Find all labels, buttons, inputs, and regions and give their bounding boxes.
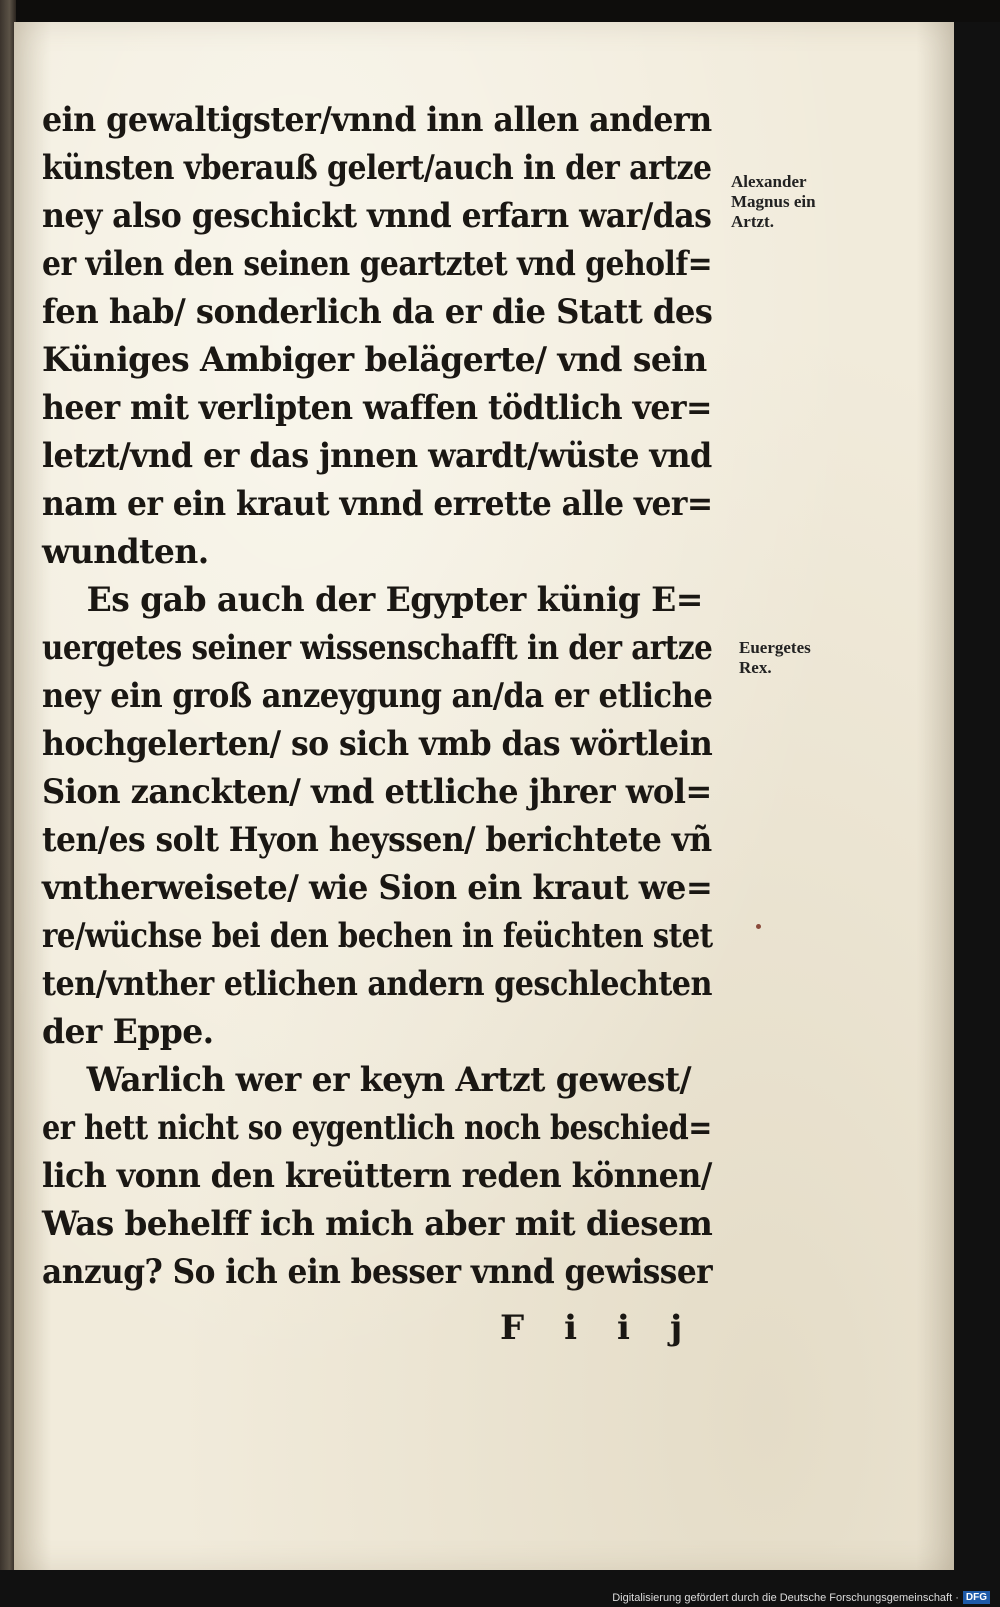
paper-speck <box>756 924 761 929</box>
signature-numeral: iij <box>564 1308 723 1348</box>
margin-note-line: Alexander <box>731 172 807 191</box>
text-line: letzt/vnd er das jnnen wardt/wüste vnd <box>42 436 712 476</box>
margin-note-euergetes <box>739 638 811 678</box>
signature-letter: F <box>500 1308 565 1348</box>
text-line: re/wüchse bei den bechen in feüchten stet <box>42 916 713 956</box>
text-line: er vilen den seinen geartztet vnd geholf= <box>42 244 713 284</box>
scan-top-edge <box>0 0 1000 22</box>
text-line: Was behelff ich mich aber mit diesem <box>42 1204 713 1244</box>
text-line: Warlich wer er keyn Artzt gewest/ <box>86 1060 692 1100</box>
text-line: Sion zanckten/ vnd ettliche jhrer wol= <box>42 772 712 812</box>
text-line: wundten. <box>42 532 209 572</box>
text-line: fen hab/ sonderlich da er die Statt des <box>42 292 713 332</box>
text-line: der Eppe. <box>42 1012 214 1052</box>
text-line: uergetes seiner wissenschafft in der artze <box>42 628 713 668</box>
text-line: ein gewaltigster/vnnd inn allen andern <box>42 100 712 140</box>
signature-mark <box>500 1308 722 1348</box>
margin-note-line: Rex. <box>739 658 772 677</box>
text-line: lich vonn den kreüttern reden können/ <box>42 1156 712 1196</box>
dfg-logo: DFG <box>963 1591 990 1604</box>
footer-credit-text: Digitalisierung gefördert durch die Deutsche Forschungsgemeinschaft · <box>612 1591 959 1604</box>
text-line: künsten vberauß gelert/auch in der artze <box>42 148 712 188</box>
book-page <box>14 22 954 1570</box>
text-line: anzug? So ich ein besser vnnd gewisser <box>42 1252 713 1292</box>
text-line: ten/vnther etlichen andern geschlechten <box>42 964 712 1004</box>
margin-note-alexander <box>731 172 816 232</box>
text-line: nam er ein kraut vnnd errette alle ver= <box>42 484 713 524</box>
footer-credit <box>612 1591 990 1604</box>
margin-note-line: Euergetes <box>739 638 811 657</box>
margin-note-line: Artzt. <box>731 212 774 231</box>
text-line: vntherweisete/ wie Sion ein kraut we= <box>42 868 713 908</box>
text-line: hochgelerten/ so sich vmb das wörtlein <box>42 724 713 764</box>
text-line: Es gab auch der Egypter künig E= <box>86 580 703 620</box>
text-line: ten/es solt Hyon heyssen/ berichtete vñ <box>42 820 712 860</box>
text-line: Küniges Ambiger belägerte/ vnd sein <box>42 340 707 380</box>
main-text-block <box>42 96 732 1296</box>
text-line: ney ein groß anzeygung an/da er etliche <box>42 676 713 716</box>
text-line: ney also geschickt vnnd erfarn war/das <box>42 196 712 236</box>
text-line: heer mit verlipten waffen tödtlich ver= <box>42 388 712 428</box>
margin-note-line: Magnus ein <box>731 192 816 211</box>
text-line: er hett nicht so eygentlich noch beschied= <box>42 1108 712 1148</box>
